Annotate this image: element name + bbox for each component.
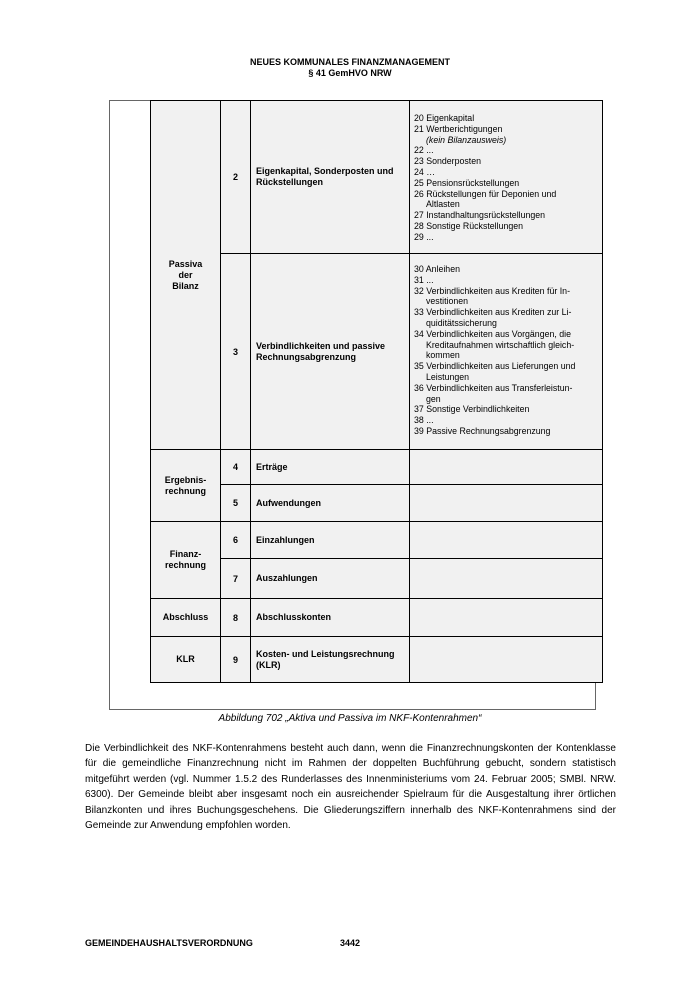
class-number: 2 xyxy=(221,101,251,254)
table-row xyxy=(151,599,603,637)
footer-title: GEMEINDEHAUSHALTSVERORDNUNG xyxy=(85,938,253,948)
class-number: 3 xyxy=(221,254,251,450)
body-paragraph: Die Verbindlichkeit des NKF-Kontenrahmens besteht auch dann, wenn die Finanzrechnungskonten der Kontenklasse für die gemeindliche Finanzrechnung nicht im Rahmen der doppelten Buchführung gebucht, sondern statistisch mitgeführt werden (vgl. Nummer 1.5.2 des Runderlasses des Innenministeriums vom 24. Februar 2005; SMBl. NRW. 6300). Der Gemeinde bleibt aber insgesamt noch ein ausreichender Spielraum für die Ausgestaltung ihrer örtlichen Bilanzkonten und ihres Buchungsgeschehens. Die Gliederungsziffern innerhalb des NKF-Kontenrahmens sind der Gemeinde zur Anwendung empfohlen worden. xyxy=(85,743,616,832)
account-list xyxy=(410,450,603,485)
kontenrahmen-table xyxy=(150,100,603,683)
account-list: 30 Anleihen 31 ... 32 Verbindlichkeiten aus Krediten für In- vestitionen 33 Verbindlichkeiten aus Krediten zur Li- quiditätssicherung 34 Verbindlichkeiten aus Vorgängen, die Kreditaufnahmen wirtschaftlich gleich- kommen 35 Verbindlichkeiten aus Lieferungen und Leistungen 36 Verbindlichkeiten aus Transferleistun- gen 37 Sonstige Verbindlichkeiten 38 ... 39 Passive Rechnungsabgrenzung xyxy=(410,254,603,450)
class-label: Abschlusskonten xyxy=(251,599,410,637)
group-abschluss: Abschluss xyxy=(151,599,221,637)
account-list: 20 Eigenkapital 21 Wertberichtigungen (kein Bilanzausweis) 22 ... 23 Sonderposten 24 … 25 Pensionsrückstellungen 26 Rückstellungen für Deponien und Altlasten 27 Instandhaltungsrückstellungen 28 Sonstige Rückstellungen 29 ... xyxy=(410,101,603,254)
class-number: 7 xyxy=(221,559,251,599)
group-ergebnisrechnung: Ergebnis- rechnung xyxy=(151,450,221,522)
class-number: 8 xyxy=(221,599,251,637)
group-klr: KLR xyxy=(151,637,221,683)
class-number: 5 xyxy=(221,485,251,522)
account-list xyxy=(410,485,603,522)
page-number: 3442 xyxy=(340,938,361,948)
class-label: Erträge xyxy=(251,450,410,485)
header-title: NEUES KOMMUNALES FINANZMANAGEMENT xyxy=(250,57,450,67)
account-list xyxy=(410,559,603,599)
class-label: Einzahlungen xyxy=(251,522,410,559)
class-label: Kosten- und Leistungsrechnung (KLR) xyxy=(251,637,410,683)
class-label: Auszahlungen xyxy=(251,559,410,599)
figure-caption: Abbildung 702 „Aktiva und Passiva im NKF-Kontenrahmen“ xyxy=(218,713,482,724)
account-list xyxy=(410,599,603,637)
class-number: 4 xyxy=(221,450,251,485)
class-number: 9 xyxy=(221,637,251,683)
class-number: 6 xyxy=(221,522,251,559)
account-list xyxy=(410,522,603,559)
class-label: Eigenkapital, Sonderposten und Rückstellungen xyxy=(251,101,410,254)
group-finanzrechnung: Finanz- rechnung xyxy=(151,522,221,599)
table-row xyxy=(151,101,603,254)
group-passiva: Passiva der Bilanz xyxy=(151,101,221,450)
header-section: § 41 GemHVO NRW xyxy=(308,68,392,78)
account-list xyxy=(410,637,603,683)
class-label: Verbindlichkeiten und passive Rechnungsabgrenzung xyxy=(251,254,410,450)
table-row xyxy=(151,637,603,683)
class-label: Aufwendungen xyxy=(251,485,410,522)
page-header xyxy=(0,57,700,79)
table-row xyxy=(151,522,603,559)
table-row xyxy=(151,450,603,485)
